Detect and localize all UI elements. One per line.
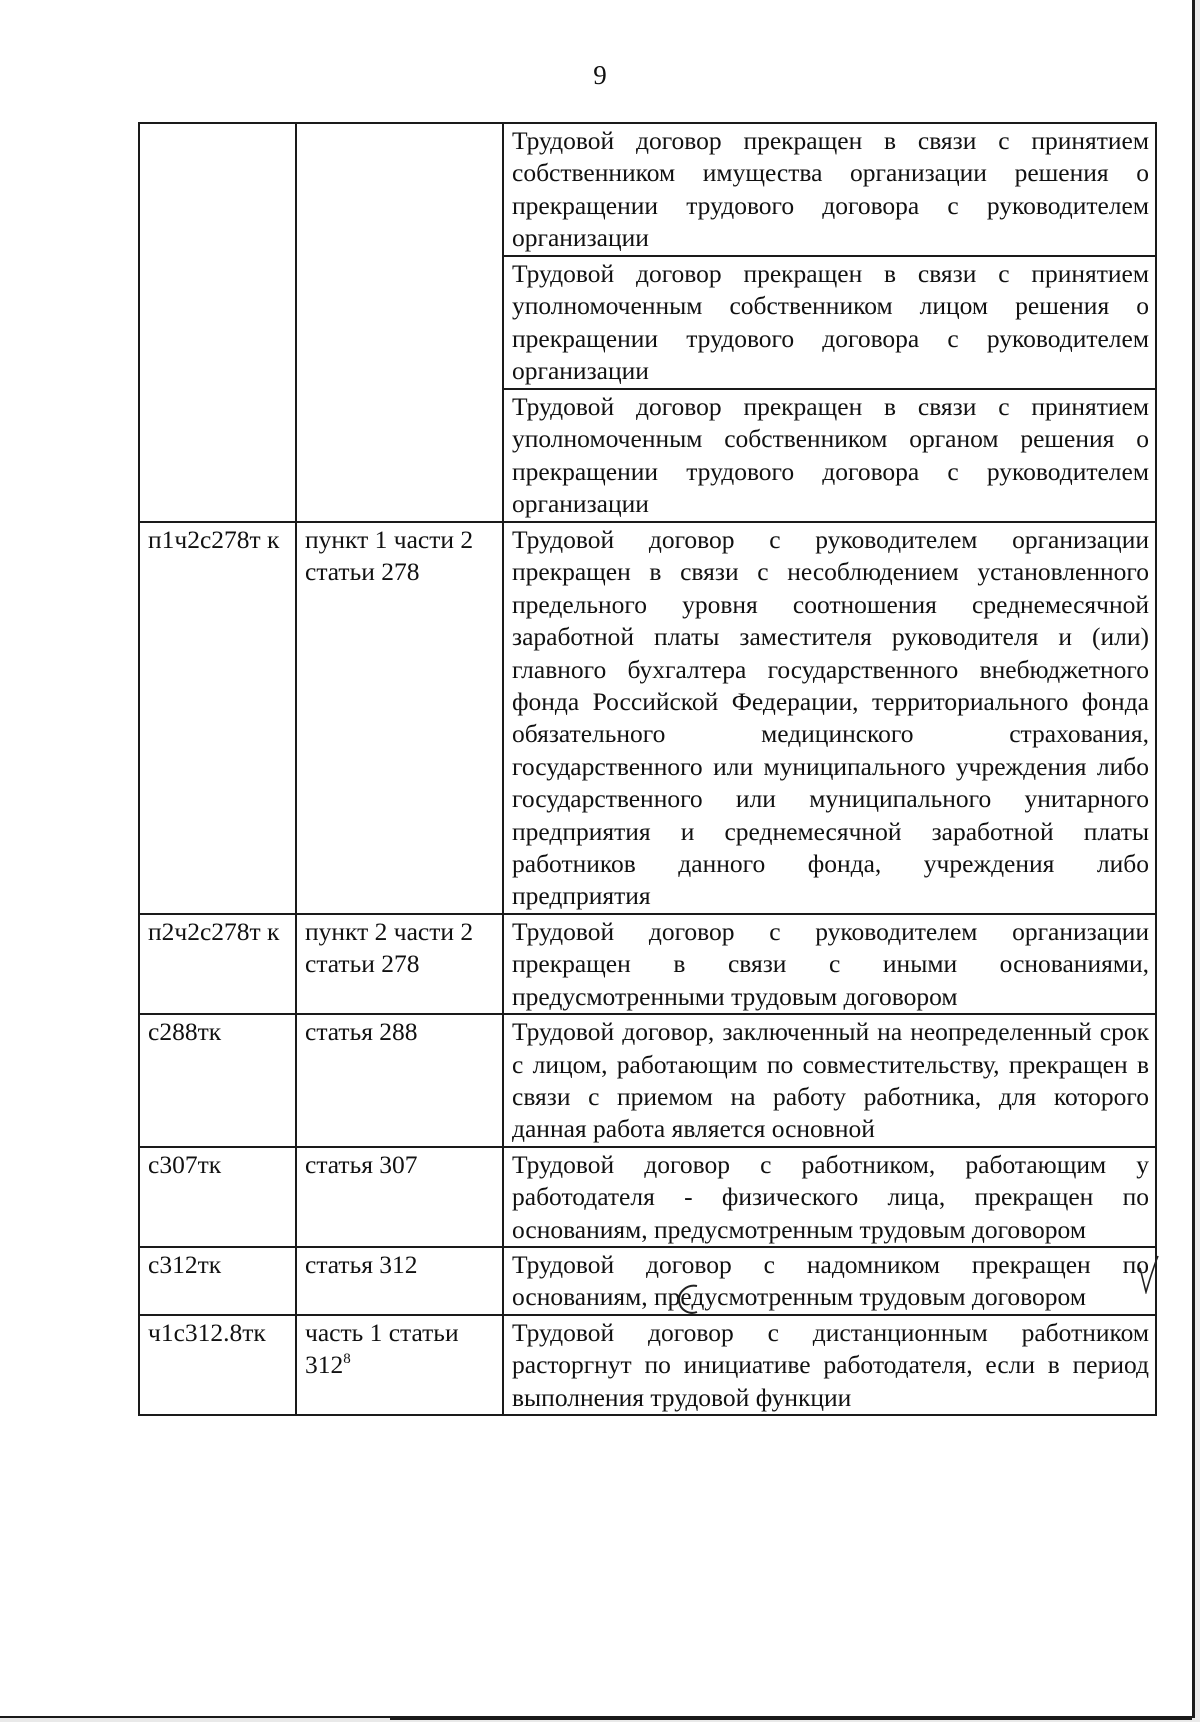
description-cell: Трудовой договор, заключенный на неопределенный срок с лицом, работающим по совместительству, прекращен в связи с приемом на работу работника, для которого данная работа является основной	[503, 1014, 1156, 1147]
table-row	[139, 522, 1156, 914]
table-row	[139, 123, 1156, 256]
table-row	[139, 1315, 1156, 1415]
code-cell: с307тк	[139, 1147, 296, 1247]
reference-cell	[296, 123, 503, 522]
code-cell: с312тк	[139, 1247, 296, 1315]
handwritten-circle-mark	[675, 1282, 707, 1316]
reference-cell	[296, 1315, 503, 1415]
reference-cell: статья 288	[296, 1014, 503, 1147]
table-row	[139, 1014, 1156, 1147]
description-cell: Трудовой договор с работником, работающим у работодателя - физического лица, прекращен по основаниям, предусмотренным трудовым договором	[503, 1147, 1156, 1247]
code-cell: ч1с312.8тк	[139, 1315, 296, 1415]
reference-cell: статья 312	[296, 1247, 503, 1315]
code-cell: п1ч2с278т к	[139, 522, 296, 914]
code-cell: с288тк	[139, 1014, 296, 1147]
reference-cell: пункт 2 части 2 статьи 278	[296, 914, 503, 1014]
reference-superscript: 8	[343, 1351, 351, 1368]
description-cell: Трудовой договор с руководителем организации прекращен в связи с несоблюдением установленного предельного уровня соотношения среднемесячной заработной платы заместителя руководителя и (или) главного бухгалтера государственного внебюджетного фонда Российской Федерации, территориального фонда обязательного медицинского страхования, государственного или муниципального учреждения либо государственного или муниципального унитарного предприятия и среднемесячной заработной платы работников данного фонда, учреждения либо предприятия	[503, 522, 1156, 914]
reference-text: часть 1 статьи 312	[305, 1317, 459, 1380]
description-cell: Трудовой договор с руководителем организации прекращен в связи с иными основаниями, предусмотренными трудовым договором	[503, 914, 1156, 1014]
description-cell: Трудовой договор с дистанционным работником расторгнут по инициативе работодателя, если в период выполнения трудовой функции	[503, 1315, 1156, 1415]
description-cell: Трудовой договор прекращен в связи с принятием собственником имущества организации решения о прекращении трудового договора с руководителем организации	[503, 123, 1156, 256]
codes-table	[138, 122, 1157, 1416]
description-cell: Трудовой договор прекращен в связи с принятием уполномоченным собственником органом решения о прекращении трудового договора с руководителем организации	[503, 389, 1156, 522]
description-cell: Трудовой договор прекращен в связи с принятием уполномоченным собственником лицом решения о прекращении трудового договора с руководителем организации	[503, 256, 1156, 389]
page-number: 9	[593, 60, 607, 90]
table-row	[139, 1247, 1156, 1315]
table-row	[139, 914, 1156, 1014]
reference-cell: пункт 1 части 2 статьи 278	[296, 522, 503, 914]
handwritten-checkmark	[1138, 1254, 1160, 1294]
scan-edge-line	[390, 1717, 1192, 1720]
description-cell: Трудовой договор с надомником прекращен по основаниям, предусмотренным трудовым договором	[503, 1247, 1156, 1315]
table-row	[139, 1147, 1156, 1247]
code-cell	[139, 123, 296, 522]
reference-cell: статья 307	[296, 1147, 503, 1247]
code-cell: п2ч2с278т к	[139, 914, 296, 1014]
